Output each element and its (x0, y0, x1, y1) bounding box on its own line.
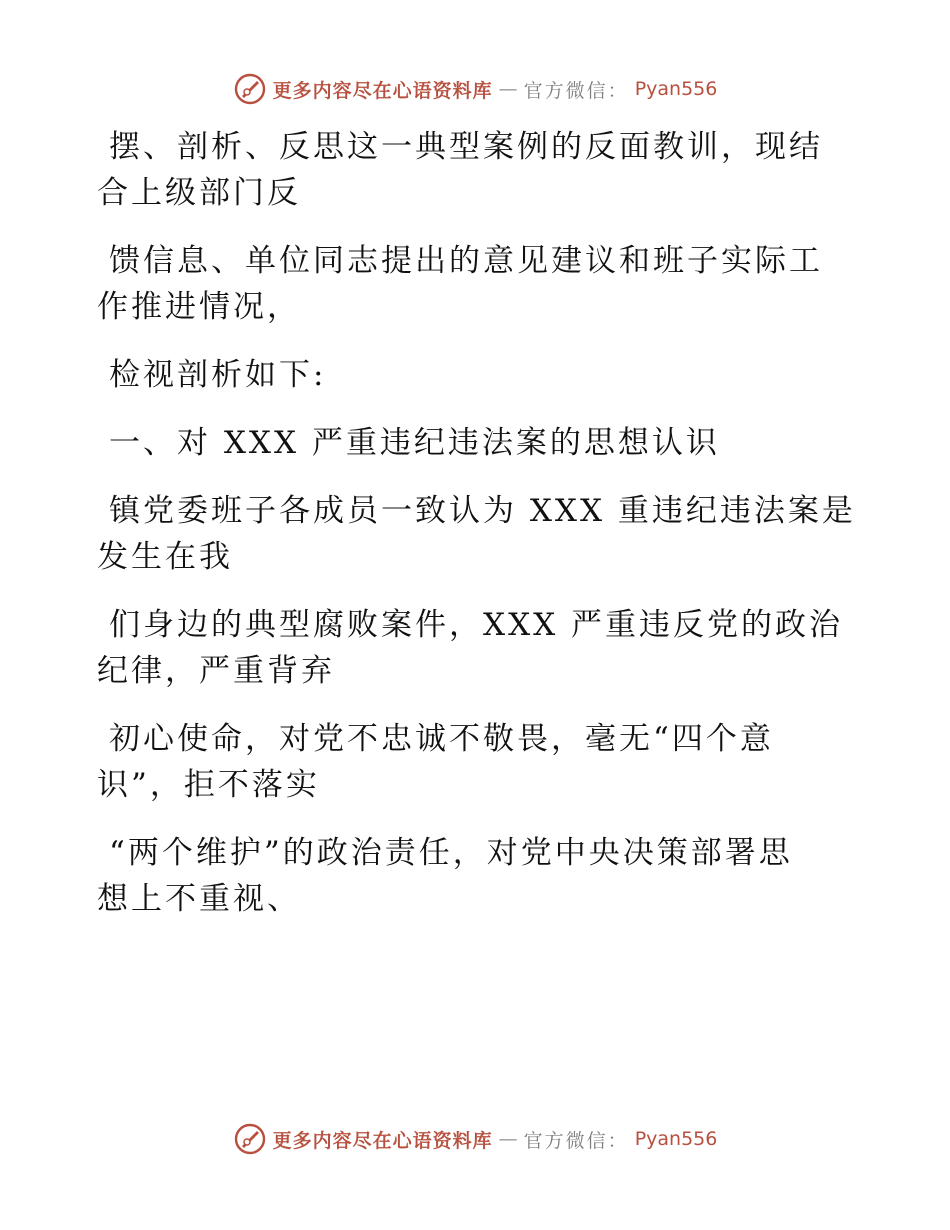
watermark-separator: — (498, 78, 518, 100)
paragraph (97, 124, 857, 216)
text-line: 一、对 XXX 严重违纪违法案的思想认识 (109, 425, 720, 461)
text-line: 发生在我 (97, 539, 233, 575)
text-line: 检视剖析如下: (109, 357, 327, 393)
text-line: 想上不重视、 (97, 881, 301, 917)
watermark-wechat-id: Pyan556 (634, 78, 718, 100)
text-line: 识”，拒不落实 (97, 767, 320, 803)
text-line: 馈信息、单位同志提出的意见建议和班子实际工 (109, 243, 823, 279)
watermark-official-label: 官方微信： (523, 79, 629, 102)
header-watermark (0, 72, 950, 106)
brand-logo-icon (233, 1122, 267, 1156)
watermark-brand-text: 更多内容尽在心语资料库 (272, 79, 493, 102)
paragraph (97, 830, 857, 922)
text-line: 合上级部门反 (97, 175, 301, 211)
paragraph (97, 238, 857, 330)
text-line: 镇党委班子各成员一致认为 XXX 重违纪违法案是 (109, 493, 856, 529)
document-body (97, 124, 857, 944)
paragraph (97, 602, 857, 694)
watermark-brand-text: 更多内容尽在心语资料库 (272, 1129, 493, 1152)
paragraph (97, 488, 857, 580)
watermark-official-label: 官方微信： (523, 1129, 629, 1152)
text-line: 摆、剖析、反思这一典型案例的反面教训，现结 (109, 129, 823, 165)
text-line: 初心使命，对党不忠诚不敬畏，毫无“四个意 (109, 721, 774, 757)
text-line: 作推进情况， (97, 289, 301, 325)
watermark-wechat-id: Pyan556 (634, 1128, 718, 1150)
paragraph (97, 352, 857, 398)
footer-watermark (0, 1122, 950, 1156)
brand-logo-icon (233, 72, 267, 106)
text-line: 纪律，严重背弃 (97, 653, 335, 689)
text-line: “两个维护”的政治责任，对党中央决策部署思 (109, 835, 793, 871)
text-line: 们身边的典型腐败案件，XXX 严重违反党的政治 (109, 607, 844, 643)
section-heading (97, 420, 857, 466)
paragraph (97, 716, 857, 808)
watermark-separator: — (498, 1128, 518, 1150)
